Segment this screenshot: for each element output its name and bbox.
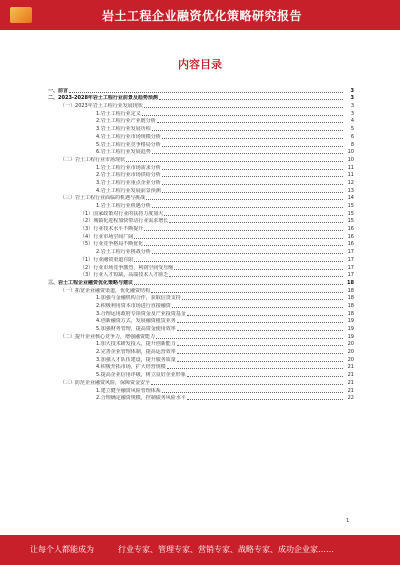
toc-entry-number: 2. xyxy=(96,395,101,402)
toc-entry[interactable] xyxy=(48,201,354,209)
toc-entry[interactable] xyxy=(48,232,354,240)
toc-entry-number: 3. xyxy=(96,310,101,317)
toc-entry-page: 21 xyxy=(347,372,354,379)
toc-entry-page: 21 xyxy=(347,364,354,371)
toc-entry-page: 21 xyxy=(347,387,354,394)
toc-entry-number: 二、 xyxy=(48,95,59,102)
toc-entry-page: 18 xyxy=(347,310,354,317)
toc-entry[interactable] xyxy=(48,94,354,102)
toc-entry-title: 岩土工程行业市场规模分析 xyxy=(100,133,161,140)
toc-entry-title: 岩土工程企业融资优化策略与建议 xyxy=(58,279,134,286)
toc-entry-title: 前言 xyxy=(58,87,69,94)
toc-entry-number: 2. xyxy=(96,349,101,356)
toc-entry-title: 岩土工程行业挑战分析 xyxy=(100,249,151,256)
toc-entry-number: 2. xyxy=(96,118,101,125)
toc-dot-leader xyxy=(152,152,343,154)
toc-entry-title: 完善企业管理体制，提高运营效率 xyxy=(100,349,176,356)
toc-entry[interactable] xyxy=(48,171,354,179)
toc-entry-page: 17 xyxy=(347,249,354,256)
toc-entry-title: 积极开拓市场，扩大经营规模 xyxy=(100,364,166,371)
toc-entry-number: （一） xyxy=(60,287,76,294)
toc-entry-page: 3 xyxy=(350,110,354,117)
toc-dot-leader xyxy=(69,91,343,93)
toc-entry-number: （二） xyxy=(60,333,76,340)
toc-dot-leader xyxy=(152,206,343,208)
toc-entry[interactable] xyxy=(48,148,354,156)
toc-entry-number: （1） xyxy=(80,210,94,217)
document-footer xyxy=(0,535,400,565)
toc-entry[interactable] xyxy=(48,271,354,279)
toc-entry-page: 5 xyxy=(350,126,354,133)
toc-entry[interactable] xyxy=(48,209,354,217)
page-number: 1 xyxy=(346,518,350,524)
toc-entry-title: 城镇化进程加快带动行业需求增长 xyxy=(93,218,169,225)
toc-entry-number: 2. xyxy=(96,302,101,309)
toc-entry-number: 1. xyxy=(96,164,101,171)
toc-entry[interactable] xyxy=(48,240,354,248)
toc-entry[interactable] xyxy=(48,132,354,140)
toc-dot-leader xyxy=(159,98,343,100)
toc-entry-title: 加强人才队伍建设，提升服务质量 xyxy=(100,356,176,363)
table-of-contents xyxy=(48,86,354,401)
toc-entry-title: 岩土工程行业产业链分析 xyxy=(100,118,156,125)
toc-dot-leader xyxy=(134,283,343,285)
toc-entry-title: 积极利用资本市场进行直接融资 xyxy=(100,302,171,309)
toc-dot-leader xyxy=(152,129,343,131)
toc-entry-page: 15 xyxy=(347,218,354,225)
toc-entry-title: 2023-2028年岩土工程行业前景及趋势预测 xyxy=(58,95,158,102)
toc-dot-leader xyxy=(182,298,343,300)
toc-entry-number: 5. xyxy=(96,141,101,148)
toc-entry-number: 1. xyxy=(96,110,101,117)
toc-entry[interactable] xyxy=(48,294,354,302)
toc-entry[interactable] xyxy=(48,194,354,202)
toc-dot-leader xyxy=(187,314,343,316)
toc-entry-number: （三） xyxy=(60,379,76,386)
toc-entry[interactable] xyxy=(48,278,354,286)
toc-entry[interactable] xyxy=(48,324,354,332)
toc-entry[interactable] xyxy=(48,109,354,117)
toc-entry-page: 16 xyxy=(347,226,354,233)
toc-entry-title: 岩土工程行业机遇分析 xyxy=(100,203,151,209)
toc-entry-number: （4） xyxy=(80,233,94,240)
toc-entry[interactable] xyxy=(48,140,354,148)
brand-logo-icon xyxy=(10,7,32,23)
toc-dot-leader xyxy=(177,344,343,346)
toc-dot-leader xyxy=(162,191,343,193)
toc-entry-title: 岩土工程行业发展趋势 xyxy=(100,149,151,156)
toc-entry-title: 防范企业融资风险，保障资金安全 xyxy=(75,379,151,386)
toc-entry-title: 岩土工程行业定义 xyxy=(100,110,141,117)
toc-entry-number: （一） xyxy=(60,103,76,110)
toc-entry-number: 5. xyxy=(96,326,101,332)
toc-entry-page: 21 xyxy=(347,379,354,386)
toc-entry-number: 4. xyxy=(96,187,101,194)
toc-entry-title: 建立健全融资风险管理体系 xyxy=(100,387,161,394)
toc-entry[interactable] xyxy=(48,117,354,125)
toc-entry[interactable] xyxy=(48,347,354,355)
toc-entry-page: 17 xyxy=(347,272,354,279)
toc-entry-page: 15 xyxy=(347,210,354,217)
toc-entry-page: 10 xyxy=(347,149,354,156)
toc-entry-title: 岩土工程行业竞争格局分析 xyxy=(100,141,161,148)
toc-entry-title: 行业融资渠道有限 xyxy=(93,256,134,263)
toc-entry-number: （3） xyxy=(80,272,94,279)
toc-entry-number: （2） xyxy=(80,264,94,271)
toc-entry-title: 岩土工程行业市场需求分析 xyxy=(100,164,161,171)
toc-entry-page: 17 xyxy=(347,264,354,271)
toc-heading: 内容目录 xyxy=(178,58,222,71)
toc-entry[interactable] xyxy=(48,101,354,109)
toc-entry-number: 1. xyxy=(96,341,101,348)
toc-entry-title: 岩土工程行业重点企业分析 xyxy=(100,179,161,186)
toc-entry-number: 一、 xyxy=(48,87,59,94)
toc-entry-title: 行业技术水平不断提升 xyxy=(93,226,144,233)
toc-entry-number: 4. xyxy=(96,133,101,140)
toc-entry-number: （二） xyxy=(60,156,76,163)
toc-entry-number: 3. xyxy=(96,356,101,363)
toc-dot-leader xyxy=(164,214,343,216)
toc-entry-page: 10 xyxy=(347,156,354,163)
toc-entry-page: 4 xyxy=(350,118,354,125)
toc-entry-title: 岩土工程行业面临的机遇与挑战 xyxy=(75,195,146,202)
toc-entry-title: 合理确定融资规模，控制债务风险水平 xyxy=(100,395,186,402)
toc-entry[interactable] xyxy=(48,363,354,371)
toc-entry-title: 加强与金融机构合作，获取信贷支持 xyxy=(100,295,181,302)
toc-entry-page: 11 xyxy=(347,172,354,179)
toc-dot-leader xyxy=(177,352,343,354)
toc-entry-page: 19 xyxy=(347,333,354,340)
toc-entry-number: 6. xyxy=(96,149,101,156)
toc-entry-title: 岩土工程行业发展前景预测 xyxy=(100,187,161,194)
toc-entry[interactable] xyxy=(48,370,354,378)
toc-entry-page: 12 xyxy=(347,179,354,186)
toc-entry-title: 岩土工程行业市场供给分析 xyxy=(100,172,161,179)
toc-entry-page: 16 xyxy=(347,233,354,240)
toc-dot-leader xyxy=(162,137,343,139)
toc-entry-page: 3 xyxy=(350,103,354,110)
document-title: 岩土工程企业融资优化策略研究报告 xyxy=(101,9,302,23)
toc-dot-leader xyxy=(162,145,343,147)
toc-entry-page: 19 xyxy=(347,318,354,325)
toc-entry-number: （3） xyxy=(80,226,94,233)
toc-entry[interactable] xyxy=(48,155,354,163)
toc-entry-title: 行业市场竞争激烈，利润空间受压缩 xyxy=(93,264,174,271)
toc-dot-leader xyxy=(172,306,343,308)
toc-dot-leader xyxy=(177,329,343,331)
toc-entry-number: （三） xyxy=(60,195,76,202)
toc-entry[interactable] xyxy=(48,186,354,194)
toc-dot-leader xyxy=(167,367,343,369)
toc-entry-title: 国家政策对行业的扶持力度加大 xyxy=(93,210,164,217)
toc-entry-title: 拓宽企业融资渠道，优化融资结构 xyxy=(75,287,151,294)
toc-entry-page: 18 xyxy=(347,302,354,309)
toc-entry-number: 3. xyxy=(96,179,101,186)
toc-dot-leader xyxy=(144,244,343,246)
toc-entry-title: 2023年岩土工程行业发展现状 xyxy=(75,103,143,110)
toc-entry-title: 岩土工程行业市场现状 xyxy=(75,156,126,163)
toc-entry-page: 20 xyxy=(347,341,354,348)
toc-entry-page: 16 xyxy=(347,241,354,248)
toc-dot-leader xyxy=(144,106,343,108)
toc-dot-leader xyxy=(162,183,343,185)
toc-dot-leader xyxy=(142,114,343,116)
toc-entry-number: 1. xyxy=(96,203,101,209)
toc-entry[interactable] xyxy=(48,332,354,340)
toc-dot-leader xyxy=(162,168,343,170)
toc-entry[interactable] xyxy=(48,340,354,348)
toc-entry-title: 提升企业核心竞争力，增强融资能力 xyxy=(75,333,156,340)
toc-entry[interactable] xyxy=(48,178,354,186)
toc-dot-leader xyxy=(169,221,343,223)
footer-slogan-left: 让每个人都能成为 xyxy=(30,545,94,554)
toc-entry[interactable] xyxy=(48,286,354,294)
toc-dot-leader xyxy=(177,360,343,362)
toc-dot-leader xyxy=(146,198,343,200)
toc-dot-leader xyxy=(134,237,343,239)
toc-dot-leader xyxy=(177,321,343,323)
toc-entry-page: 18 xyxy=(347,287,354,294)
toc-dot-leader xyxy=(162,175,343,177)
toc-entry[interactable] xyxy=(48,217,354,225)
toc-entry[interactable] xyxy=(48,247,354,255)
toc-entry-page: 11 xyxy=(347,164,354,171)
toc-entry-number: 3. xyxy=(96,126,101,133)
toc-entry[interactable] xyxy=(48,86,354,94)
toc-entry-title: 行业市场空间广阔 xyxy=(93,233,134,240)
toc-entry[interactable] xyxy=(48,394,354,402)
toc-dot-leader xyxy=(151,291,343,293)
toc-entry-number: 三、 xyxy=(48,279,59,286)
toc-entry-number: （2） xyxy=(80,218,94,225)
toc-dot-leader xyxy=(187,398,343,400)
toc-entry[interactable] xyxy=(48,163,354,171)
toc-dot-leader xyxy=(169,275,343,277)
toc-entry[interactable] xyxy=(48,255,354,263)
toc-entry-title: 创新融资方式，发展融资租赁业务 xyxy=(100,318,176,325)
toc-entry-number: （1） xyxy=(80,256,94,263)
toc-entry-page: 14 xyxy=(347,195,354,202)
toc-entry-title: 提高企业信用评级，树立良好企业形象 xyxy=(100,372,186,379)
toc-entry-page: 15 xyxy=(347,203,354,209)
toc-entry-page: 20 xyxy=(347,349,354,356)
toc-entry-number: 2. xyxy=(96,172,101,179)
toc-entry-page: 20 xyxy=(347,356,354,363)
toc-entry-page: 3 xyxy=(350,87,354,94)
toc-entry-title: 岩土工程行业发展历程 xyxy=(100,126,151,133)
toc-entry-title: 合理运用政府专项资金及产业投资基金 xyxy=(100,310,186,317)
toc-entry[interactable] xyxy=(48,317,354,325)
toc-entry-number: 1. xyxy=(96,387,101,394)
toc-dot-leader xyxy=(187,375,343,377)
document-header xyxy=(0,0,400,30)
toc-entry[interactable] xyxy=(48,386,354,394)
toc-entry-number: （5） xyxy=(80,241,94,248)
toc-dot-leader xyxy=(151,383,343,385)
footer-slogan-right: 行业专家、管理专家、营销专家、战略专家、成功企业家…… xyxy=(118,545,334,554)
toc-entry-page: 22 xyxy=(347,395,354,402)
toc-entry-title: 加大技术研发投入，提升创新能力 xyxy=(100,341,176,348)
toc-dot-leader xyxy=(157,121,343,123)
toc-entry-number: 4. xyxy=(96,364,101,371)
toc-dot-leader xyxy=(134,260,343,262)
toc-entry-page: 18 xyxy=(347,279,354,286)
toc-entry-page: 13 xyxy=(347,187,354,194)
toc-entry-title: 行业人才短缺，高端技术人才匮乏 xyxy=(93,272,169,279)
toc-entry-number: 4. xyxy=(96,318,101,325)
toc-entry[interactable] xyxy=(48,224,354,232)
toc-dot-leader xyxy=(144,229,343,231)
toc-entry-title: 行业竞争格局不断优化 xyxy=(93,241,144,248)
toc-entry-number: 2. xyxy=(96,249,101,256)
toc-entry-page: 18 xyxy=(347,295,354,302)
toc-entry-page: 17 xyxy=(347,256,354,263)
toc-entry[interactable] xyxy=(48,301,354,309)
toc-entry[interactable] xyxy=(48,378,354,386)
toc-entry-page: 3 xyxy=(350,95,354,102)
toc-entry-number: 1. xyxy=(96,295,101,302)
toc-dot-leader xyxy=(162,391,343,393)
toc-dot-leader xyxy=(126,160,343,162)
toc-entry[interactable] xyxy=(48,263,354,271)
toc-dot-leader xyxy=(174,268,343,270)
toc-entry[interactable] xyxy=(48,309,354,317)
toc-dot-leader xyxy=(156,337,343,339)
toc-entry[interactable] xyxy=(48,124,354,132)
toc-entry[interactable] xyxy=(48,355,354,363)
toc-entry-page: 6 xyxy=(350,133,354,140)
toc-entry-page: 19 xyxy=(347,326,354,332)
toc-dot-leader xyxy=(152,252,343,254)
toc-entry-page: 8 xyxy=(350,141,354,148)
toc-entry-title: 加强财务管理，提高资金使用效率 xyxy=(100,326,176,332)
toc-entry-number: 5. xyxy=(96,372,101,379)
